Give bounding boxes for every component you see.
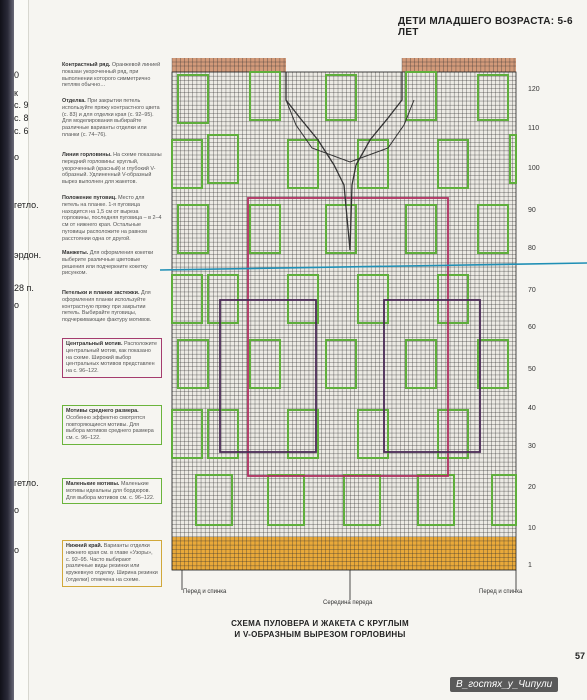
note-heading: Отделка. [62,98,86,104]
note-heading: Петельки и планки застежки. [62,290,140,296]
prev-page-fragment: эрдон. [14,250,42,260]
note-heading: Контрастный ряд. [62,62,111,68]
shoulder-left [172,58,286,72]
boxed-note-heading: Мотивы среднего размера. [66,408,139,414]
note-text: На схеме показаны передний горловины: круглый, укороченный (красный) и глубокий V-образный. Удлиненный V-образный вырез выполнен для жакетов. [62,152,162,186]
prev-page-fragment: с. 8 [14,113,29,123]
row-label: 110 [528,125,540,132]
boxed-note-text: Особенно эффектно смотрятся повторяющиеся мотивы. Для выбора мотивов среднего размера см. с. 96–122. [66,414,154,442]
note-text: Оранжевой линией показан укороченный ряд, при выполнении которого симметрично петлям обычно… [62,62,161,89]
boxed-note-text: Варианты отделки нижнего края см. в главе «Узоры», с. 92–95. Часто выбирают различные виды резинки или кружевную отделку. Ширина резинки (отделки) отмечена на схеме. [66,543,158,583]
row-label: 80 [528,245,536,252]
axis-label-center: Середина переда [323,600,373,606]
chart-caption [200,618,440,640]
prev-page-fragment: о [14,152,20,162]
row-label: 1 [528,562,532,569]
shoulder-right [402,58,516,72]
caption-line-1: СХЕМА ПУЛОВЕРА И ЖАКЕТА С КРУГЛЫМ [231,619,409,628]
prev-page-fragment: гетло. [14,200,39,210]
boxed-note-heading: Нижний край. [66,543,103,549]
row-label: 10 [528,525,536,532]
prev-page-fragment: о [14,300,20,310]
prev-page-fragment: гетло. [14,478,39,488]
row-label: 90 [528,207,536,214]
row-label: 60 [528,324,536,331]
page-number: 57 [575,651,586,661]
boxed-note-text: Маленькие мотивы идеальны для бордюров. Для выбора мотивов см. с. 96–122. [66,481,155,501]
boxed-note-text: Расположите центральный мотив, как показано на схеме. Широкий выбор центральных мотивов представлен на с. 96–122. [66,341,158,375]
boxed-note-heading: Маленькие мотивы. [66,481,120,487]
prev-page-fragment: к [14,88,18,98]
row-label: 50 [528,366,536,373]
note-heading: Манжеты. [62,250,89,256]
boxed-note-heading: Центральный мотив. [66,341,123,347]
axis-label-left: Перед и спинка [183,589,227,595]
row-label: 40 [528,405,536,412]
note-text: При закрытии петель используйте пряжу контрастного цвета (с. 83) и для отделки края (с. 92–95). Для моделирования выбирайте различные варианты отделки или планки (с. 74–76). [62,98,160,138]
note-heading: Линия горловины. [62,152,112,158]
row-label: 70 [528,287,536,294]
watermark: В_гостях_у_Чипули [450,677,558,692]
prev-page-fragment: о [14,505,20,515]
note-heading: Положение пуговиц. [62,195,117,201]
prev-page-fragment: с. 6 [14,126,29,136]
prev-page-fragment: 0 [14,70,20,80]
caption-line-2: И V-ОБРАЗНЫМ ВЫРЕЗОМ ГОРЛОВИНЫ [234,630,406,639]
prev-page-fragment: 28 п. [14,283,34,293]
row-label: 120 [528,86,540,93]
row-label: 100 [528,165,540,172]
note-text: Место для петель на планке. 1-я пуговица находится на 1,5 см от выреза горловины, последняя пуговица – в 2–4 см от нижнего края. Остальные пуговицы расположите на равном расстоянии одна от другой. [62,195,162,242]
note-text: Для оформления кокетки выберите различные цветовые решения или подчеркните кокетку рисунком. [62,250,154,277]
row-label: 20 [528,484,536,491]
prev-page-fragment: с. 9 [14,100,29,110]
prev-page-fragment: о [14,545,20,555]
axis-label-right: Перед и спинка [479,589,523,595]
page-header: ДЕТИ МЛАДШЕГО ВОЗРАСТА: 5-6 ЛЕТ [398,16,573,38]
row-label: 30 [528,443,536,450]
note-text: Для оформления планки используйте контрастную пряжу при закрытии петель. Выбирайте пуговицы, подчеркивающие фактуру мотивов. [62,290,152,324]
